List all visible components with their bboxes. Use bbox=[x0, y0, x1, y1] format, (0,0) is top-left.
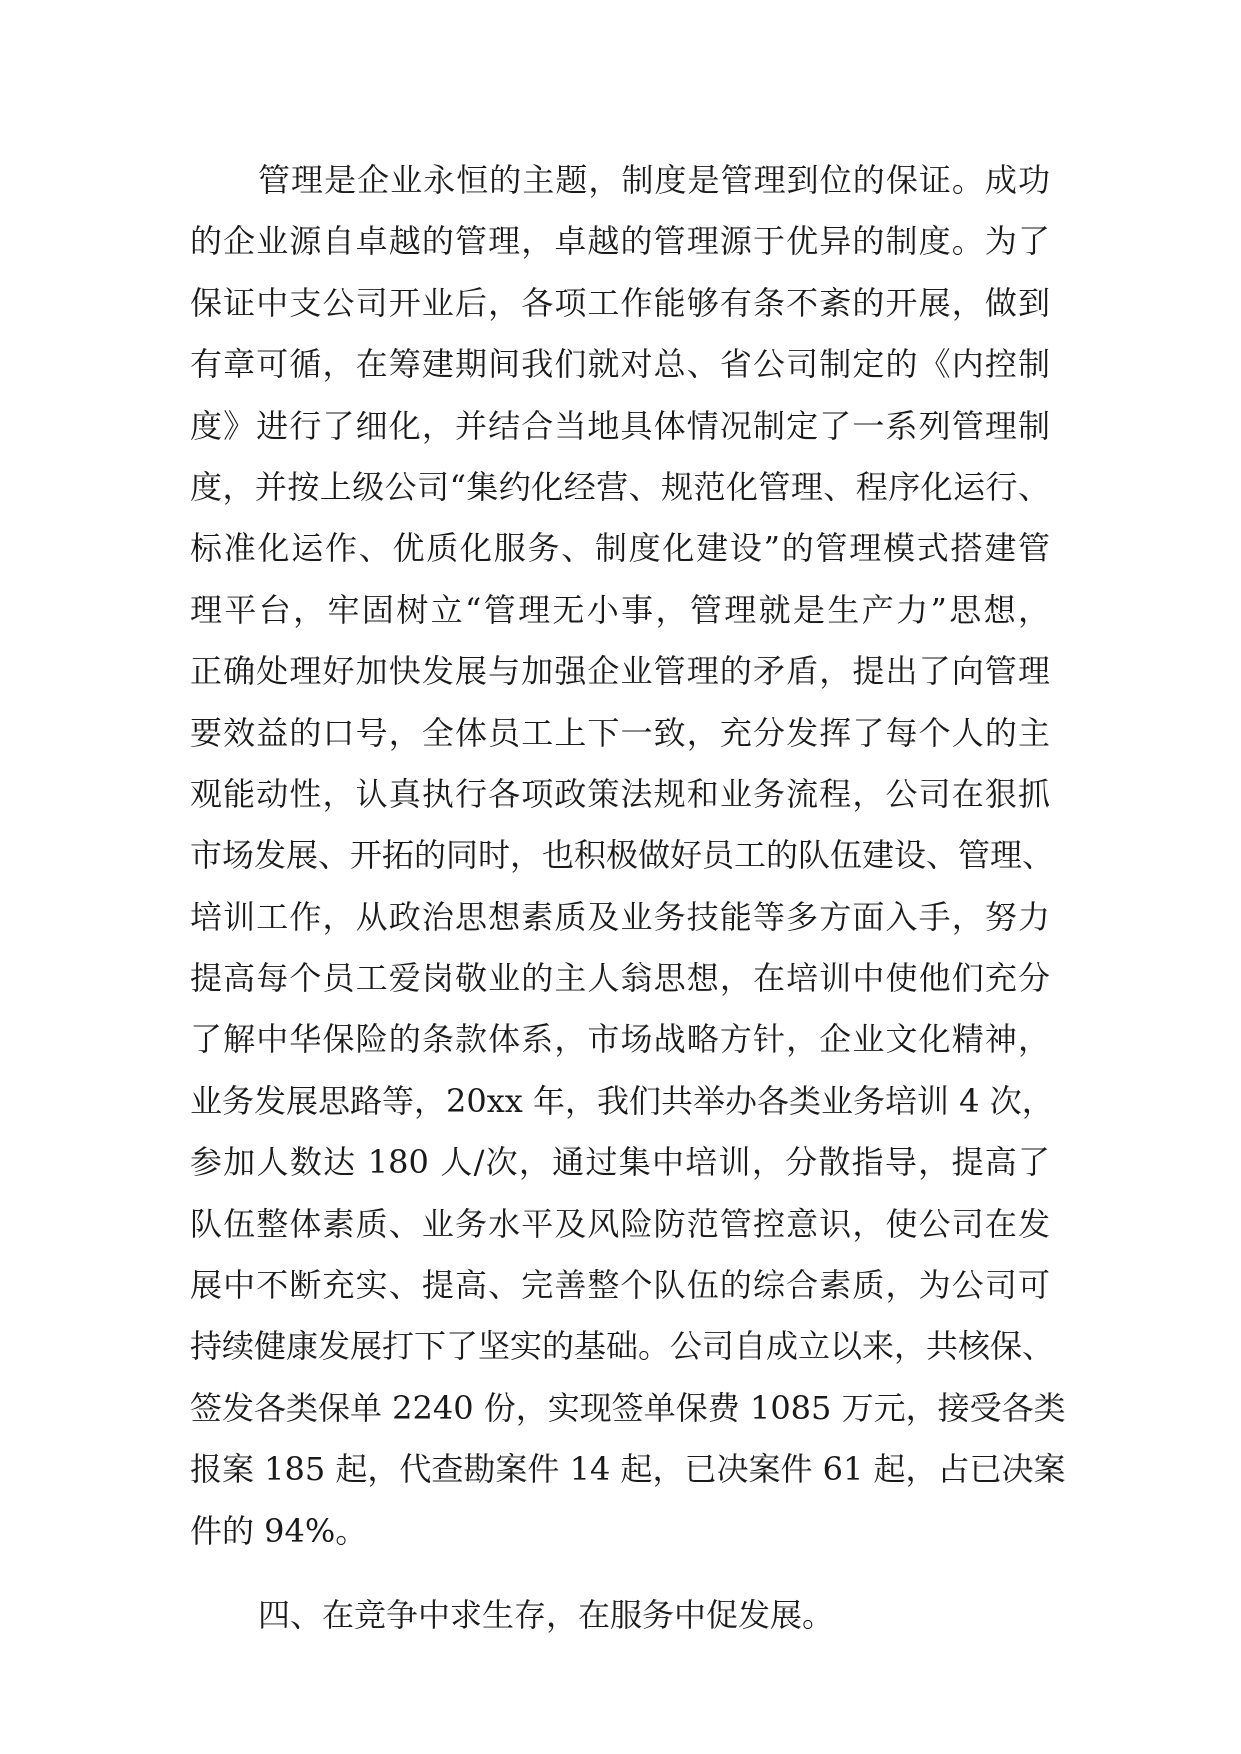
paragraph-line: 件的 94%。 bbox=[190, 1511, 368, 1550]
paragraph-line: 正确处理好加快发展与加强企业管理的矛盾，提出了向管理 bbox=[190, 652, 1050, 691]
paragraph-line: 队伍整体素质、业务水平及风险防范管控意识，使公司在发 bbox=[190, 1204, 1050, 1243]
paragraph-line: 观能动性，认真执行各项政策法规和业务流程，公司在狠抓 bbox=[190, 774, 1050, 813]
paragraph-line: 市场发展、开拓的同时，也积极做好员工的队伍建设、管理、 bbox=[190, 836, 1055, 875]
paragraph-line: 了解中华保险的条款体系，市场战略方针，企业文化精神， bbox=[190, 1020, 1050, 1059]
paragraph-line: 管理是企业永恒的主题，制度是管理到位的保证。成功 bbox=[258, 161, 1050, 199]
paragraph-line: 业务发展思路等，20xx 年，我们共举办各类业务培训 4 次， bbox=[190, 1081, 1054, 1120]
paragraph-line: 签发各类保单 2240 份，实现签单保费 1085 万元，接受各类 bbox=[190, 1388, 1066, 1427]
paragraph-line: 的企业源自卓越的管理，卓越的管理源于优异的制度。为了 bbox=[190, 222, 1050, 261]
paragraph-line: 培训工作，从政治思想素质及业务技能等多方面入手，努力 bbox=[190, 897, 1050, 936]
paragraph-line: 展中不断充实、提高、完善整个队伍的综合素质，为公司可 bbox=[190, 1266, 1050, 1305]
document-body bbox=[190, 160, 1066, 1656]
paragraph-line: 保证中支公司开业后，各项工作能够有条不紊的开展，做到 bbox=[190, 283, 1050, 322]
paragraph-gap bbox=[190, 1572, 1050, 1595]
paragraph-line: 有章可循，在筹建期间我们就对总、省公司制定的《内控制 bbox=[190, 345, 1050, 384]
paragraph-line: 标准化运作、优质化服务、制度化建设”的管理模式搭建管 bbox=[190, 529, 1050, 568]
section-heading: 四、在竞争中求生存，在服务中促发展。 bbox=[258, 1595, 835, 1634]
paragraph-line: 持续健康发展打下了坚实的基础。公司自成立以来，共核保、 bbox=[190, 1327, 1055, 1366]
paragraph-line: 度》进行了细化，并结合当地具体情况制定了一系列管理制 bbox=[190, 406, 1050, 445]
paragraph-line: 度，并按上级公司“集约化经营、规范化管理、程序化运行、 bbox=[190, 467, 1050, 506]
paragraph-management bbox=[190, 160, 1066, 1551]
paragraph-line: 理平台，牢固树立“管理无小事，管理就是生产力”思想， bbox=[190, 590, 1050, 629]
paragraph-line: 报案 185 起，代查勘案件 14 起，已决案件 61 起，占已决案 bbox=[190, 1450, 1066, 1489]
paragraph-line: 提高每个员工爱岗敬业的主人翁思想，在培训中使他们充分 bbox=[190, 959, 1050, 998]
paragraph-line: 要效益的口号，全体员工上下一致，充分发挥了每个人的主 bbox=[190, 713, 1050, 752]
paragraph-line: 参加人数达 180 人/次，通过集中培训，分散指导，提高了 bbox=[190, 1143, 1050, 1182]
